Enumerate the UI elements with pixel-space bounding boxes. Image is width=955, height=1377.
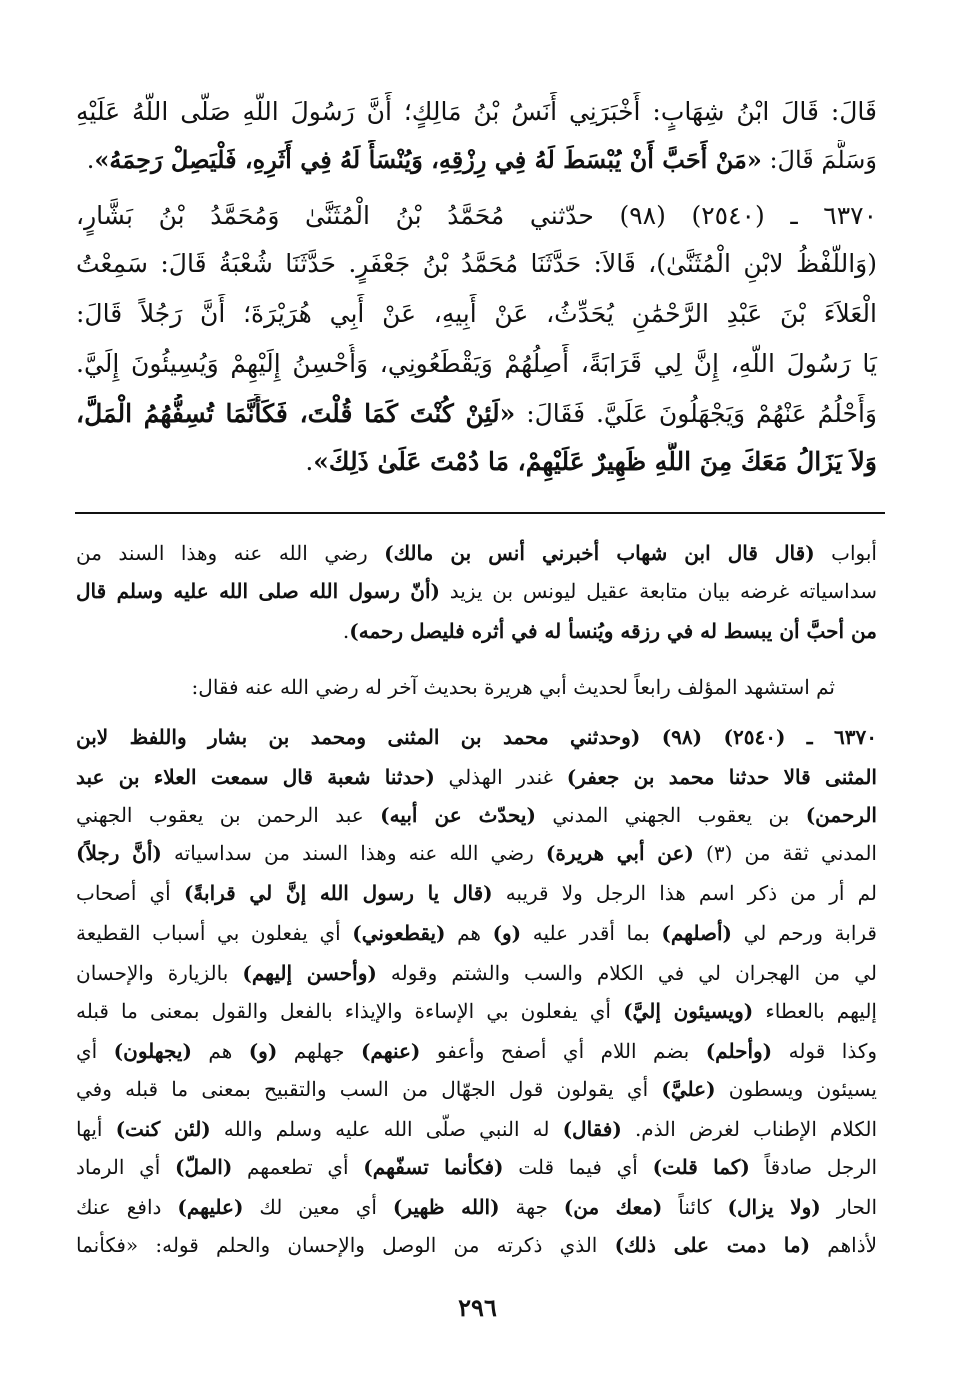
- commentary-line-11: لي من الهجران لي في الكلام والسب والشتم وقوله (وأحسن إليهم) بالزيارة والإحسان: [76, 961, 877, 985]
- commentary-line-7: الرحمن) بن يعقوب الجهني المدني (يحدّث عن أبيه) عبد الرحمن بن يعقوب الجهني: [76, 803, 877, 827]
- hadith-line-8: وَلاَ يَزَالُ مَعَكَ مِنَ اللَّهِ ظَهِيرٌ عَلَيْهِمْ، مَا دُمْتَ عَلَىٰ ذَلِكَ».: [305, 447, 877, 476]
- hadith-line-6: يَا رَسُولَ اللَّهِ، إِنَّ لِي قَرَابَةً، أَصِلُهُمْ وَيَقْطَعُونِي، وَأُحْسِنُ إِلَيْهِمْ وَيُسِيئُونَ إِلَيَّ.: [76, 349, 877, 378]
- commentary-line-9: لم أر من ذكر اسم هذا الرجل ولا قريبه (قال يا رسول الله إنَّ لي قرابةً) أي أصحاب: [76, 881, 877, 905]
- hadith-line-2: وَسَلَّمَ قَالَ: «مَنْ أَحَبَّ أَنْ يُبْسَطَ لَهُ فِي رِزْقِهِ، وَيُنْسَأَ لَهُ فِي أَثَرِهِ، فَلْيَصِلْ رَحِمَهُ».: [86, 145, 877, 174]
- commentary-line-3: من أحبَّ أن يبسط له في رزقه ويُنسأ له في أثره فليصل رحمه).: [342, 619, 877, 643]
- commentary-line-5: ٦٣٧٠ ـ (٢٥٤٠) (٩٨) (وحدثني محمد بن المثنى ومحمد بن بشار واللفظ لابن: [76, 725, 878, 749]
- commentary-line-4: ثم استشهد المؤلف رابعاً لحديث أبي هريرة بحديث آخر له رضي الله عنه فقال:: [191, 675, 835, 699]
- commentary-line-1: أبواب (قال قال ابن شهاب أخبرني أنس بن مالك) رضي الله عنه وهذا السند من: [76, 541, 877, 565]
- commentary-line-2: سداسياته غرضه بيان متابعة عقيل ليونس بن يزيد (أنّ رسول الله صلى الله عليه وسلم قال: [76, 579, 877, 603]
- commentary-line-14: يسيئون ويسطون (عليَّ) أي يقولون قول الجهّال من السب والتقبيح بمعنى ما قبله وفي: [76, 1077, 877, 1101]
- commentary-line-15: الكلام الإطناب لغرض الذم. (فقال) له النبي صلّى الله عليه وسلم والله (لئن كنت) أيها: [76, 1117, 878, 1141]
- prophetic-saying: «مَنْ أَحَبَّ أَنْ يُبْسَطَ لَهُ فِي رِزْقِهِ، وَيُنْسَأَ لَهُ فِي أَثَرِهِ، فَلْيَصِلْ رَحِمَهُ»: [94, 145, 762, 174]
- commentary-line-17: الحار (ولا يزال) كائناً (معك من) جهة (الله ظهير) أي معين لك (عليهم) دافع عنك: [76, 1195, 878, 1219]
- hadith-line-1: قَالَ: قَالَ ابْنُ شِهَابٍ: أَخْبَرَنِي أَنَسُ بْنُ مَالِكٍ؛ أَنَّ رَسُولَ اللَّهِ صَلَّى اللَّهُ عَلَيْهِ: [76, 97, 877, 126]
- commentary-line-12: إليهم بالعطاء (ويسيئون إليَّ) أي يفعلون بي الإساءة والإيذاء بالفعل والقول بمعنى ما قبله: [76, 999, 877, 1023]
- commentary-line-10: قرابة ورحم لي (أصلهم) بما أقدر عليه (و) هم (يقطعوني) أي يفعلون بي أسباب القطيعة: [76, 921, 877, 945]
- page-number: ٢٩٦: [458, 1293, 497, 1322]
- hadith-line-3: ٦٣٧٠ ـ (٢٥٤٠) (٩٨) حدّثني مُحَمَّدُ بْنُ الْمُثَنَّىٰ وَمُحَمَّدُ بْنُ بَشَّارٍ،: [76, 201, 877, 230]
- commentary-line-18: لأذاهم (ما دمت على ذلك) الذي ذكرته من الوصل والإحسان والحلم قوله: «فكأنما: [76, 1233, 878, 1257]
- hadith-line-4: (وَاللَّفْظُ لابْنِ الْمُثَنَّىٰ)، قَالاَ: حَدَّثَنَا مُحَمَّدُ بْنُ جَعْفَرٍ. حَدَّثَنَا شُعْبَةُ قَالَ: سَمِعْتُ: [76, 249, 877, 278]
- hadith-line-7: وَأَحْلُمُ عَنْهُمْ وَيَجْهَلُونَ عَلَيَّ. فَقَالَ: «لَئِنْ كُنْتَ كَمَا قُلْتَ، فَكَأَنَّمَا تُسِفُّهُمُ الْمَلَّ،: [76, 399, 877, 428]
- prophetic-saying: «لَئِنْ كُنْتَ كَمَا قُلْتَ، فَكَأَنَّمَا تُسِفُّهُمُ الْمَلَّ،: [76, 399, 516, 428]
- separator-rule: [75, 512, 885, 514]
- prophetic-saying: وَلاَ يَزَالُ مَعَكَ مِنَ اللَّهِ ظَهِيرٌ عَلَيْهِمْ، مَا دُمْتَ عَلَىٰ ذَلِكَ»: [313, 447, 877, 476]
- commentary-line-8: المدني ثقة من (٣) (عن أبي هريرة) رضي الله عنه وهذا السند من سداسياته (أنَّ رجلاً): [76, 841, 877, 865]
- commentary-line-16: الرجل صادقاً (كما قلت) أي فيما قلت (فكأنما تسفّهم) أي تطعمهم (الملّ) أي الرماد: [76, 1155, 878, 1179]
- hadith-line-5: الْعَلاَءَ بْنَ عَبْدِ الرَّحْمَٰنِ يُحَدِّثُ، عَنْ أَبِيهِ، عَنْ أَبِي هُرَيْرَةَ؛ أَنَّ رَجُلاً قَالَ:: [76, 299, 877, 328]
- commentary-line-6: المثنى قالا حدثنا محمد بن جعفر) غندر الهذلي (حدثنا شعبة قال سمعت العلاء بن عبد: [76, 765, 877, 789]
- commentary-line-13: وكذا قوله (وأحلم) بضم اللام أي أصفح وأعفو (عنهم) جهلهم (و) هم (يجهلون) أي: [76, 1039, 877, 1063]
